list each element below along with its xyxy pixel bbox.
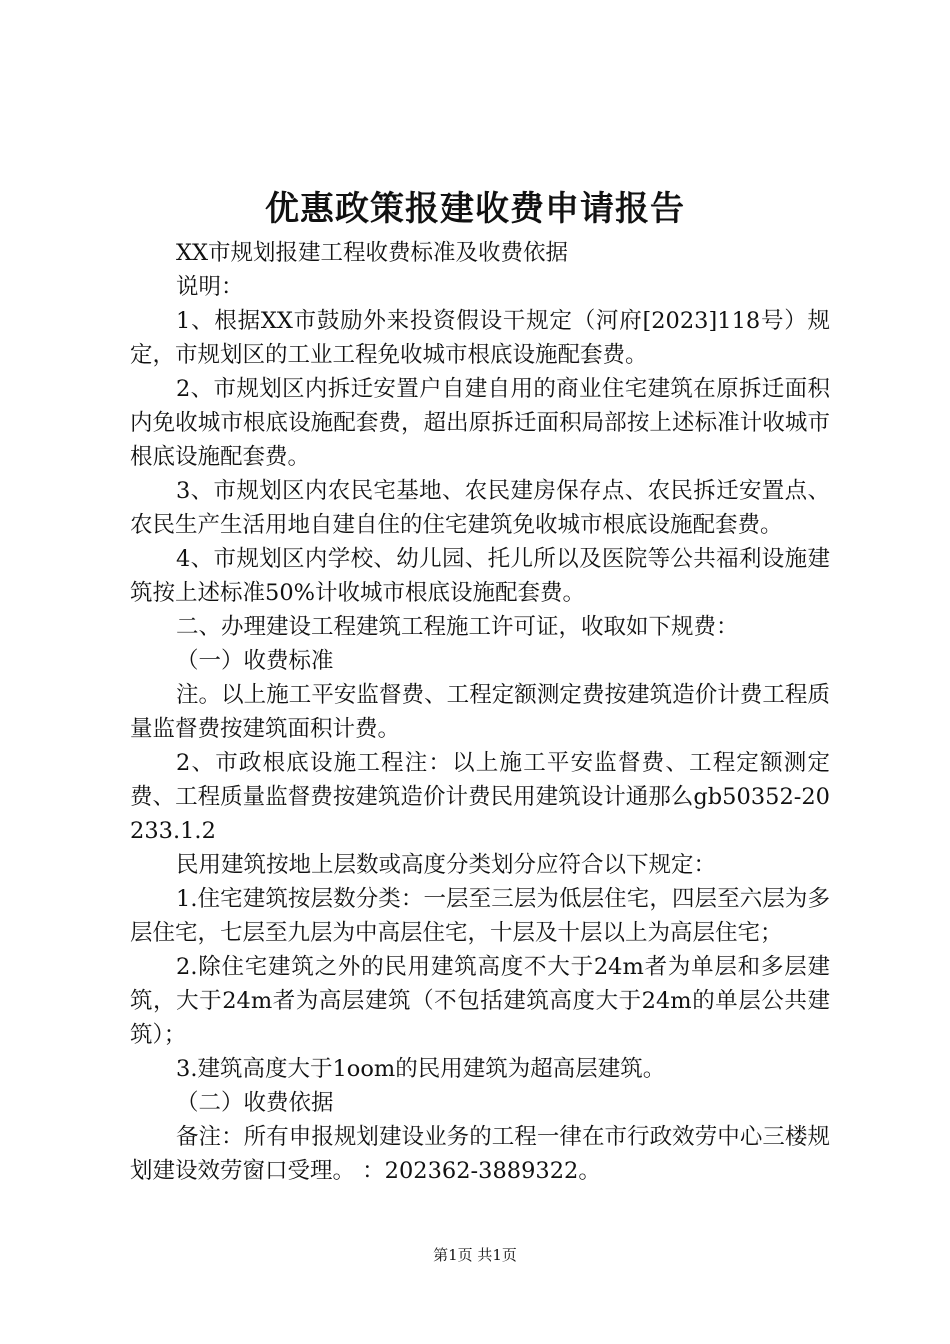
paragraph: 注。以上施工平安监督费、工程定额测定费按建筑造价计费工程质量监督费按建筑面积计费。 xyxy=(130,682,830,742)
paragraph: 民用建筑按地上层数或高度分类划分应符合以下规定： xyxy=(176,852,717,878)
paragraph: （二）收费依据 xyxy=(176,1090,334,1116)
paragraph: 2、市政根底设施工程注：以上施工平安监督费、工程定额测定费、工程质量监督费按建筑造价计费民用建筑设计通那么gb50352-20233.1.2 xyxy=(130,750,830,844)
paragraph: 说明： xyxy=(176,274,244,300)
paragraph: （一）收费标准 xyxy=(176,648,334,674)
paragraph: 1、根据XX市鼓励外来投资假设干规定（河府[2023]118号）规定，市规划区的工业工程免收城市根底设施配套费。 xyxy=(130,308,830,368)
paragraph: XX市规划报建工程收费标准及收费依据 xyxy=(176,240,569,266)
page-number-footer: 第1页 共1页 xyxy=(433,1246,517,1264)
paragraph: 2.除住宅建筑之外的民用建筑高度不大于24m者为单层和多层建筑，大于24m者为高层建筑（不包括建筑高度大于24m的单层公共建筑）； xyxy=(130,954,830,1048)
paragraph: 3、市规划区内农民宅基地、农民建房保存点、农民拆迁安置点、农民生产生活用地自建自住的住宅建筑免收城市根底设施配套费。 xyxy=(130,478,830,538)
paragraph: 备注：所有申报规划建设业务的工程一律在市行政效劳中心三楼规划建设效劳窗口受理。 ：202362-3889322。 xyxy=(130,1124,830,1184)
paragraph: 二、办理建设工程建筑工程施工许可证，收取如下规费： xyxy=(176,614,739,640)
paragraph: 2、市规划区内拆迁安置户自建自用的商业住宅建筑在原拆迁面积内免收城市根底设施配套费，超出原拆迁面积局部按上述标准计收城市根底设施配套费。 xyxy=(130,376,830,470)
paragraph: 1.住宅建筑按层数分类：一层至三层为低层住宅，四层至六层为多层住宅，七层至九层为中高层住宅，十层及十层以上为高层住宅； xyxy=(130,886,830,946)
paragraph: 4、市规划区内学校、幼儿园、托儿所以及医院等公共福利设施建筑按上述标准50%计收城市根底设施配套费。 xyxy=(130,546,830,606)
document-title: 优惠政策报建收费申请报告 xyxy=(265,189,685,229)
paragraph: 3.建筑高度大于1oom的民用建筑为超高层建筑。 xyxy=(176,1056,666,1082)
document-body xyxy=(130,236,830,1188)
